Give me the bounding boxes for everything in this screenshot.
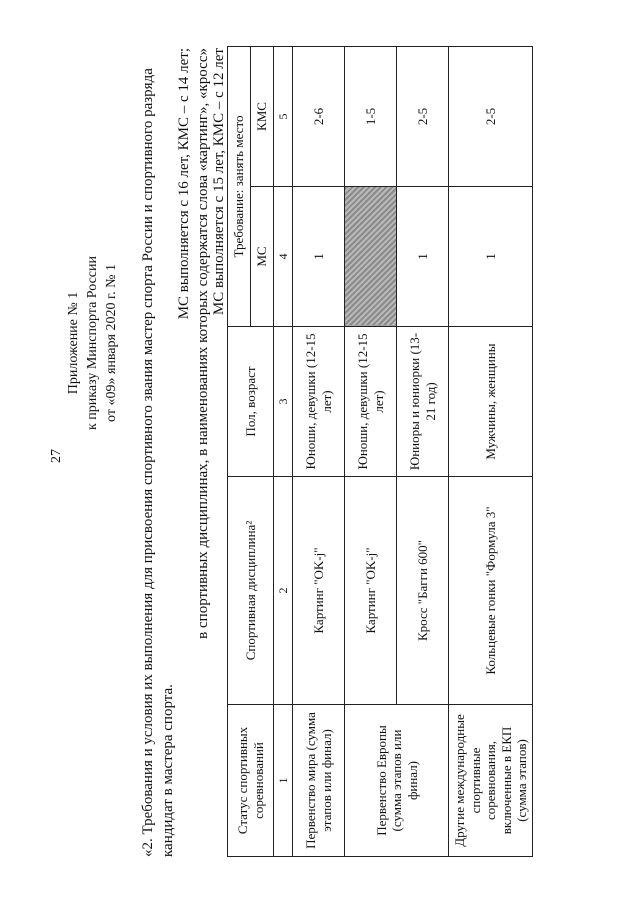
cell-kms: 2-6 bbox=[293, 46, 345, 186]
cell-status: Другие международные спортивные соревнования, включенные в ЕКП (сумма этапов) bbox=[449, 705, 533, 857]
header-ms: МС bbox=[251, 187, 274, 327]
header-status: Статус спортивных соревнований bbox=[228, 705, 274, 857]
age-note-line-3: МС выполняется с 15 лет, КМС – с 12 лет bbox=[211, 48, 227, 316]
header-requirement: Требование: занять место bbox=[228, 46, 251, 326]
age-note-line-1: МС выполняется с 16 лет, КМС – с 14 лет; bbox=[176, 48, 192, 320]
header-gender-age: Пол, возраст bbox=[228, 327, 274, 477]
section-heading-line-1: «2. Требования и условия их выполнения для присвоения спортивного звания мастер спорта России и спортивного разряда bbox=[140, 68, 156, 857]
column-number: 4 bbox=[274, 187, 293, 327]
column-number: 1 bbox=[274, 705, 293, 857]
cell-status: Первенство Европы (сумма этапов или финал) bbox=[345, 705, 449, 857]
cell-status: Первенство мира (сумма этапов или финал) bbox=[293, 705, 345, 857]
header-kms: КМС bbox=[251, 46, 274, 186]
cell-gender-age: Мужчины, женщины bbox=[449, 327, 533, 477]
column-number: 2 bbox=[274, 477, 293, 705]
table-row bbox=[345, 46, 397, 856]
cell-discipline: Кросс "Багги 600" bbox=[397, 477, 449, 705]
requirements-table bbox=[227, 46, 533, 857]
column-number: 3 bbox=[274, 327, 293, 477]
cell-kms: 1-5 bbox=[345, 46, 397, 186]
cell-ms: 1 bbox=[449, 187, 533, 327]
cell-kms: 2-5 bbox=[397, 46, 449, 186]
appendix-line-1: Приложение № 1 bbox=[66, 291, 81, 395]
appendix-line-2: к приказу Минспорта России bbox=[85, 256, 100, 430]
cell-ms: 1 bbox=[397, 187, 449, 327]
header-discipline: Спортивная дисциплина² bbox=[228, 477, 274, 705]
cell-discipline: Картинг "OK-j" bbox=[293, 477, 345, 705]
table-row bbox=[293, 46, 345, 856]
appendix-line-3: от «09» января 2020 г. № 1 bbox=[104, 264, 119, 422]
cell-ms: 1 bbox=[293, 187, 345, 327]
cell-discipline: Кольцевые гонки "Формула 3" bbox=[449, 477, 533, 705]
cell-discipline: Картинг "OK-j" bbox=[345, 477, 397, 705]
cell-gender-age: Юниоры и юниорки (13-21 год) bbox=[397, 327, 449, 477]
section-heading-line-2: кандидат в мастера спорта. bbox=[160, 684, 176, 857]
cell-kms: 2-5 bbox=[449, 46, 533, 186]
age-note-line-2: в спортивных дисциплинах, в наименованиях которых содержатся слова «картинг», «кросс» bbox=[195, 48, 211, 639]
cell-gender-age: Юноши, девушки (12-15 лет) bbox=[345, 327, 397, 477]
cell-gender-age: Юноши, девушки (12-15 лет) bbox=[293, 327, 345, 477]
column-number: 5 bbox=[274, 46, 293, 186]
page-number: 27 bbox=[49, 449, 64, 463]
table-row bbox=[449, 46, 533, 856]
scan-artifact-cell bbox=[345, 187, 397, 327]
